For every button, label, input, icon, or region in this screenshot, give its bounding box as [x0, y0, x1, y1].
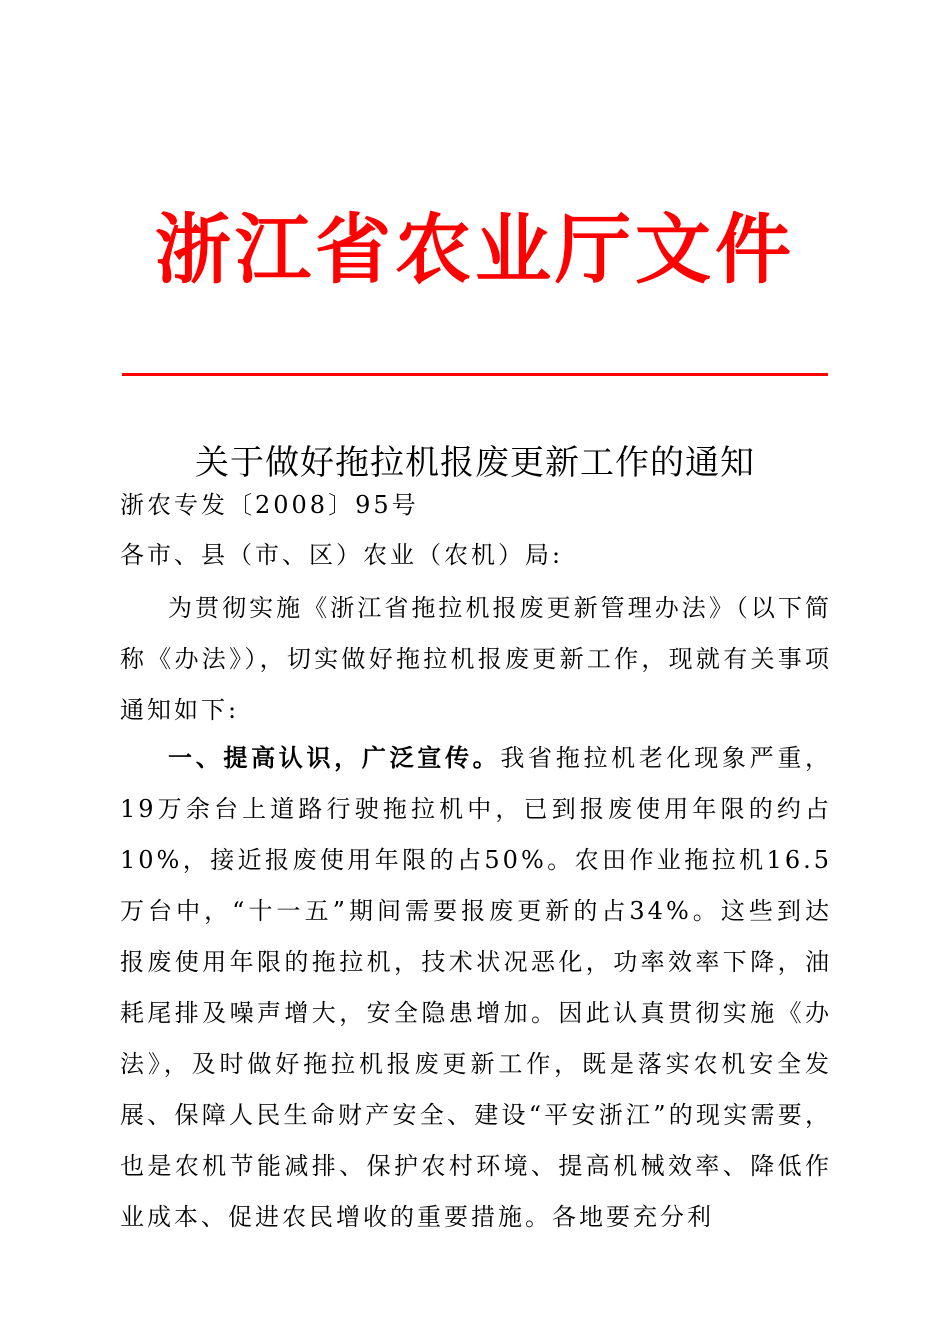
paragraph-intro-text: 为贯彻实施《浙江省拖拉机报废更新管理办法》（以下简称《办法》），切实做好拖拉机报废更新工作，现就有关事项通知如下: — [120, 594, 832, 724]
masthead-title: 浙江省农业厅文件 — [155, 205, 795, 294]
paragraph-intro — [120, 583, 832, 736]
masthead-red-rule — [122, 373, 828, 376]
document-title: 关于做好拖拉机报废更新工作的通知 — [195, 443, 755, 483]
document-number: 浙农专发〔2008〕95号 — [120, 491, 419, 519]
section-one-text: 我省拖拉机老化现象严重， 19万余台上道路行驶拖拉机中，已到报废使用年限的约占10%，接近报废使用年限的占50%。农田作业拖拉机16.5万台中，“十一五”期间需要报废更新的占34%。这些到达报废使用年限的拖拉机，技术状况恶化，功率效率下降，油耗尾排及噪声增大，安全隐患增加。因此认真贯彻实施《办法》，及时做好拖拉机报废更新工作，既是落实农机安全发展、保障人民生命财产安全、建设“平安浙江”的现实需要，也是农机节能减排、保护农村环境、提高机械效率、降低作业成本、促进农民增收的重要措施。各地要充分利 — [120, 744, 833, 1231]
section-one-heading: 一、提高认识，广泛宣传。 — [168, 744, 501, 772]
addressee: 各市、县（市、区）农业（农机）局: — [120, 541, 564, 569]
paragraph-section-one — [120, 733, 832, 1243]
